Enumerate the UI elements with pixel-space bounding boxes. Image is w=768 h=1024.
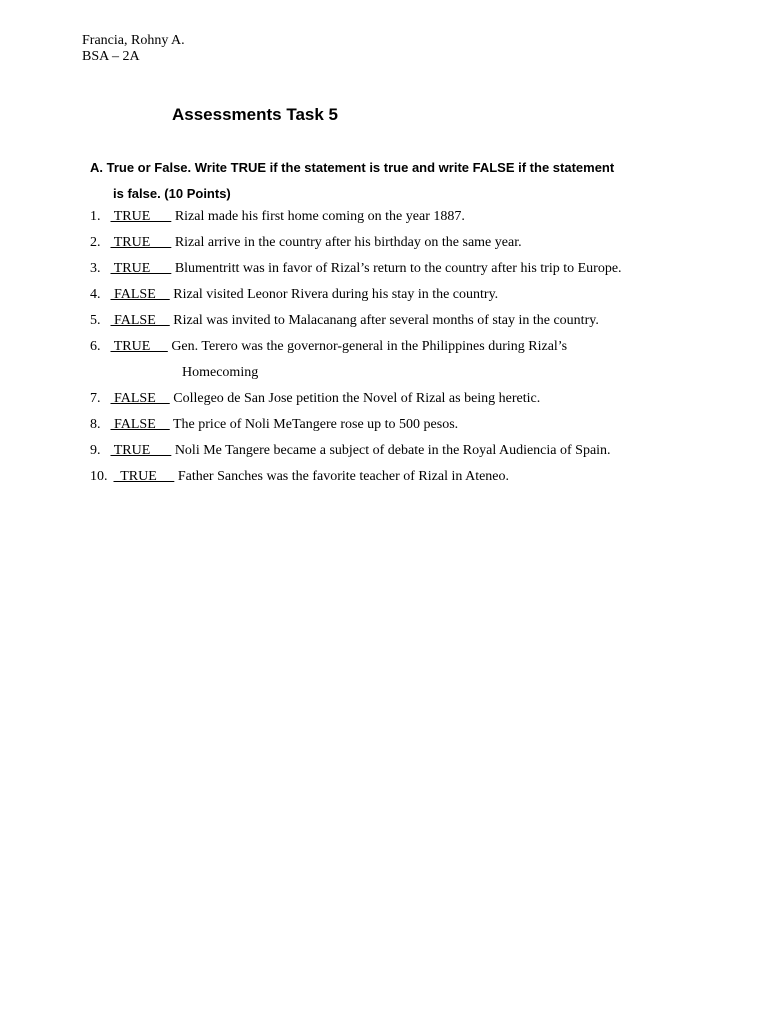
answer-blank: FALSE bbox=[110, 391, 170, 406]
question-item-3 bbox=[90, 260, 622, 278]
item-statement: The price of Noli MeTangere rose up to 500 pesos. bbox=[173, 417, 459, 432]
question-item-4 bbox=[90, 286, 498, 304]
item-statement: Rizal was invited to Malacanang after several months of stay in the country. bbox=[173, 313, 599, 328]
question-item-7 bbox=[90, 390, 540, 408]
item-number: 6. bbox=[90, 339, 101, 354]
item-statement: Gen. Terero was the governor-general in the Philippines during Rizal’s bbox=[171, 339, 568, 354]
item-number: 8. bbox=[90, 417, 101, 432]
answer-blank: TRUE bbox=[110, 443, 172, 458]
item-number: 10. bbox=[90, 469, 108, 484]
student-section: BSA – 2A bbox=[82, 49, 140, 64]
question-item-8 bbox=[90, 416, 458, 434]
question-item-9 bbox=[90, 442, 611, 460]
item-number: 9. bbox=[90, 443, 101, 458]
item-statement: Blumentritt was in favor of Rizal’s return to the country after his trip to Europe. bbox=[174, 261, 622, 276]
item-number: 1. bbox=[90, 209, 101, 224]
student-info bbox=[82, 33, 185, 65]
instructions-line-1: A. True or False. Write TRUE if the statement is true and write FALSE if the statement bbox=[90, 160, 615, 175]
answer-blank: TRUE bbox=[110, 261, 172, 276]
answer-blank: TRUE bbox=[113, 469, 175, 484]
answer-blank: TRUE bbox=[110, 235, 172, 250]
question-item-10 bbox=[90, 468, 509, 486]
answer-blank: TRUE bbox=[110, 339, 168, 354]
page-title: Assessments Task 5 bbox=[172, 105, 339, 124]
item-number: 2. bbox=[90, 235, 101, 250]
item-number: 4. bbox=[90, 287, 101, 302]
item-number: 7. bbox=[90, 391, 101, 406]
question-item-5 bbox=[90, 312, 599, 330]
item-number: 3. bbox=[90, 261, 101, 276]
item-statement: Noli Me Tangere became a subject of debate in the Royal Audiencia of Spain. bbox=[174, 443, 611, 458]
item-statement: Rizal visited Leonor Rivera during his stay in the country. bbox=[173, 287, 499, 302]
item-statement: Rizal arrive in the country after his birthday on the same year. bbox=[174, 235, 522, 250]
item-number: 5. bbox=[90, 313, 101, 328]
item-statement: Collegeo de San Jose petition the Novel of Rizal as being heretic. bbox=[173, 391, 541, 406]
instructions-line-2: is false. (10 Points) bbox=[113, 186, 231, 201]
student-name: Francia, Rohny A. bbox=[82, 33, 185, 48]
question-item-1 bbox=[90, 208, 465, 226]
answer-blank: FALSE bbox=[110, 417, 170, 432]
answer-blank: TRUE bbox=[110, 209, 172, 224]
item-statement: Rizal made his first home coming on the year 1887. bbox=[174, 209, 465, 224]
item-statement: Father Sanches was the favorite teacher of Rizal in Ateneo. bbox=[177, 469, 510, 484]
answer-blank: FALSE bbox=[110, 313, 170, 328]
question-item-2 bbox=[90, 234, 522, 252]
instructions bbox=[90, 155, 650, 207]
question-item-6 bbox=[90, 338, 567, 356]
answer-blank: FALSE bbox=[110, 287, 170, 302]
item-statement-continuation: Homecoming bbox=[182, 365, 259, 380]
